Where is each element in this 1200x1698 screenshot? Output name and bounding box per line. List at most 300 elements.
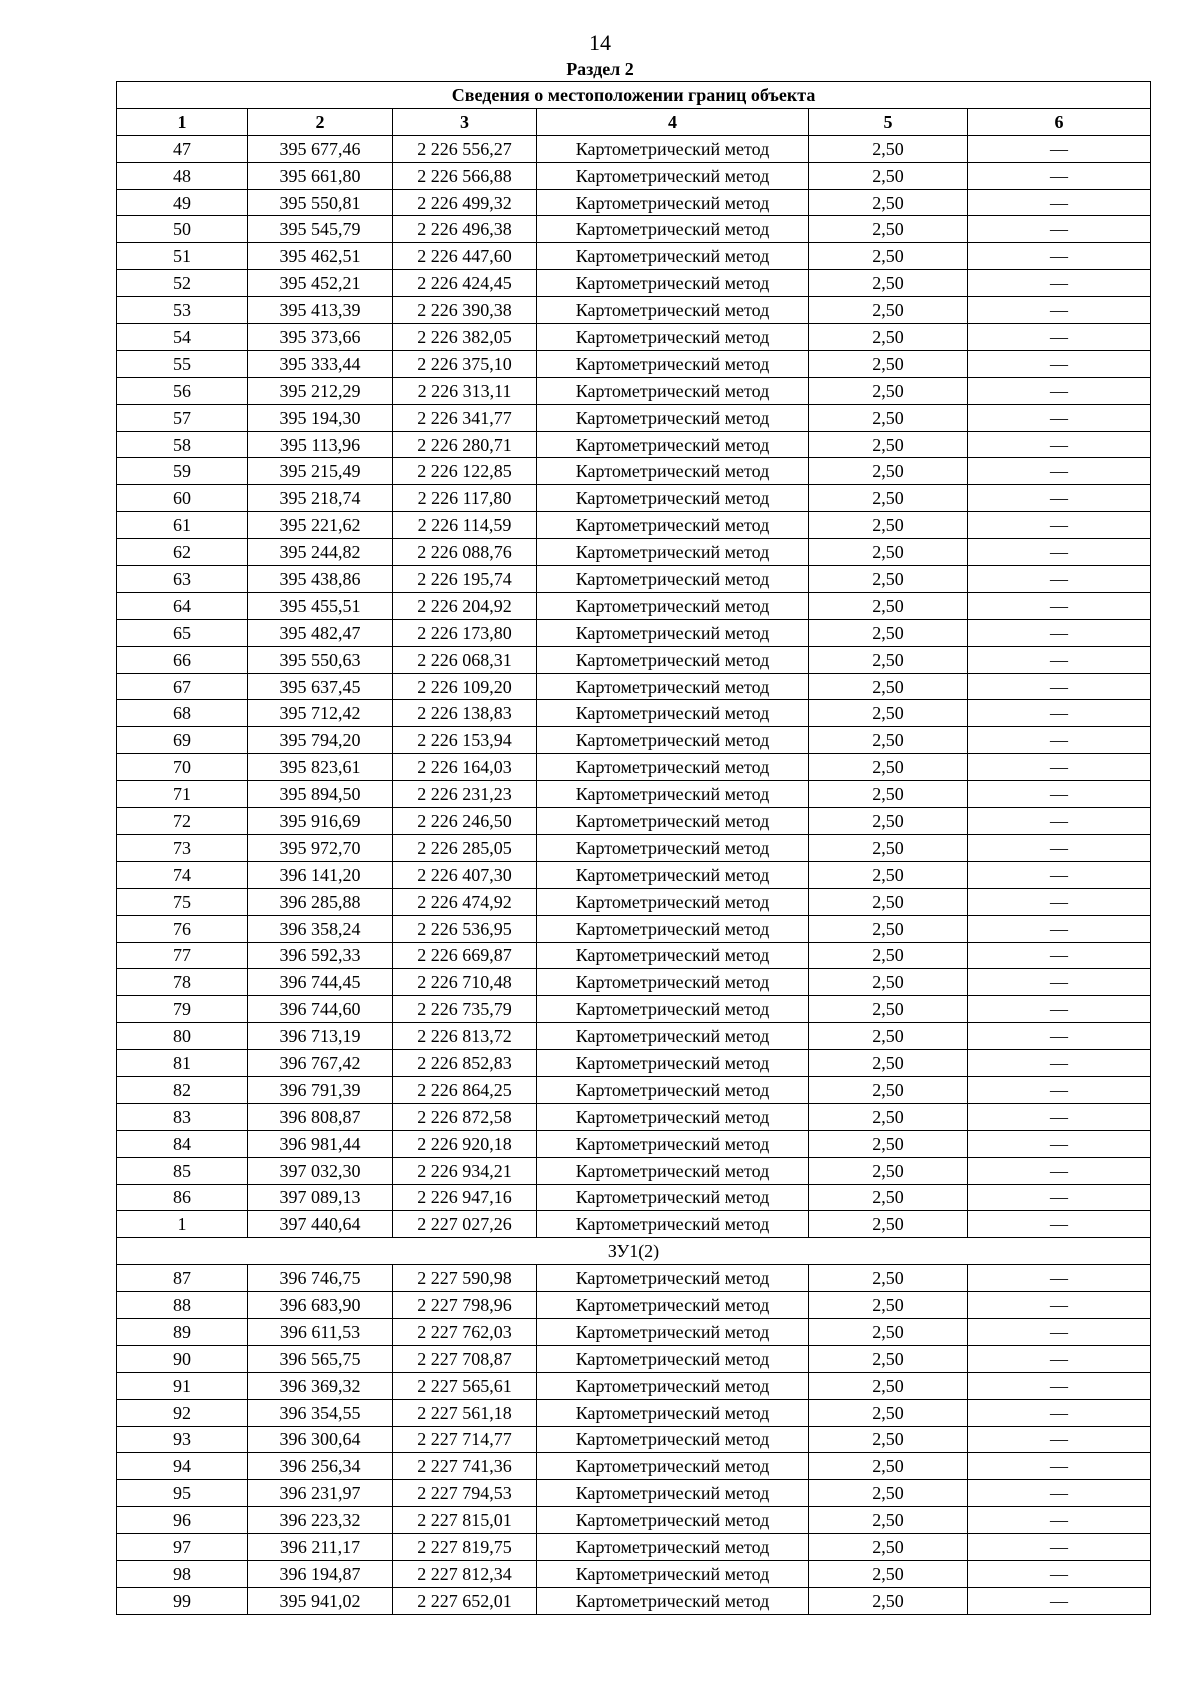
table-row bbox=[117, 1453, 1151, 1480]
table-cell: 2,50 bbox=[809, 700, 968, 727]
table-cell: 397 089,13 bbox=[248, 1184, 393, 1211]
table-cell: 95 bbox=[117, 1480, 248, 1507]
table-cell: 2,50 bbox=[809, 1265, 968, 1292]
table-cell: — bbox=[968, 1103, 1151, 1130]
table-cell: — bbox=[968, 1184, 1151, 1211]
table-cell: 52 bbox=[117, 270, 248, 297]
table-cell: 2 226 138,83 bbox=[393, 700, 537, 727]
table-row bbox=[117, 1345, 1151, 1372]
table-cell: 75 bbox=[117, 888, 248, 915]
table-cell: 2,50 bbox=[809, 1076, 968, 1103]
table-cell: 60 bbox=[117, 485, 248, 512]
table-cell: — bbox=[968, 1453, 1151, 1480]
table-cell: 56 bbox=[117, 377, 248, 404]
table-cell: 2 227 027,26 bbox=[393, 1211, 537, 1238]
table-cell: 2,50 bbox=[809, 324, 968, 351]
table-cell: — bbox=[968, 808, 1151, 835]
table-cell: 65 bbox=[117, 619, 248, 646]
table-cell: Картометрический метод bbox=[537, 1480, 809, 1507]
table-cell: 2 226 447,60 bbox=[393, 243, 537, 270]
table-cell: 83 bbox=[117, 1103, 248, 1130]
table-cell: 85 bbox=[117, 1157, 248, 1184]
table-cell: 86 bbox=[117, 1184, 248, 1211]
table-cell: 2 226 375,10 bbox=[393, 350, 537, 377]
table-cell: 396 808,87 bbox=[248, 1103, 393, 1130]
table-cell: 2 227 815,01 bbox=[393, 1507, 537, 1534]
boundary-coordinates-table bbox=[116, 81, 1151, 1615]
table-cell: 2 226 390,38 bbox=[393, 297, 537, 324]
table-cell: — bbox=[968, 592, 1151, 619]
table-cell: 2,50 bbox=[809, 539, 968, 566]
table-cell: 2,50 bbox=[809, 1426, 968, 1453]
table-cell: Картометрический метод bbox=[537, 1587, 809, 1614]
table-row bbox=[117, 243, 1151, 270]
table-cell: — bbox=[968, 539, 1151, 566]
table-row bbox=[117, 216, 1151, 243]
table-cell: — bbox=[968, 996, 1151, 1023]
table-cell: 2,50 bbox=[809, 996, 968, 1023]
table-cell: 2 226 153,94 bbox=[393, 727, 537, 754]
table-row bbox=[117, 1560, 1151, 1587]
table-cell: 396 565,75 bbox=[248, 1345, 393, 1372]
table-cell: 2,50 bbox=[809, 377, 968, 404]
table-cell: 2,50 bbox=[809, 431, 968, 458]
table-cell: 87 bbox=[117, 1265, 248, 1292]
table-cell: 2,50 bbox=[809, 135, 968, 162]
table-cell: 2 226 536,95 bbox=[393, 915, 537, 942]
table-cell: Картометрический метод bbox=[537, 1211, 809, 1238]
table-row bbox=[117, 1507, 1151, 1534]
table-cell: 69 bbox=[117, 727, 248, 754]
table-cell: 395 894,50 bbox=[248, 781, 393, 808]
table-cell: Картометрический метод bbox=[537, 781, 809, 808]
table-row bbox=[117, 727, 1151, 754]
table-cell: 59 bbox=[117, 458, 248, 485]
table-row bbox=[117, 1211, 1151, 1238]
table-cell: 96 bbox=[117, 1507, 248, 1534]
table-cell: 396 231,97 bbox=[248, 1480, 393, 1507]
column-header: 3 bbox=[393, 108, 537, 135]
table-row bbox=[117, 619, 1151, 646]
table-cell: Картометрический метод bbox=[537, 1345, 809, 1372]
table-row bbox=[117, 189, 1151, 216]
table-cell: 73 bbox=[117, 834, 248, 861]
table-cell: 2 226 813,72 bbox=[393, 1023, 537, 1050]
table-cell: Картометрический метод bbox=[537, 808, 809, 835]
table-cell: 2 226 852,83 bbox=[393, 1050, 537, 1077]
table-head bbox=[117, 82, 1151, 136]
table-cell: 2 226 934,21 bbox=[393, 1157, 537, 1184]
table-cell: Картометрический метод bbox=[537, 1103, 809, 1130]
table-cell: 395 823,61 bbox=[248, 754, 393, 781]
table-cell: — bbox=[968, 673, 1151, 700]
table-cell: 2 226 231,23 bbox=[393, 781, 537, 808]
table-cell: 2,50 bbox=[809, 512, 968, 539]
table-cell: Картометрический метод bbox=[537, 135, 809, 162]
table-cell: 2 226 204,92 bbox=[393, 592, 537, 619]
table-cell: — bbox=[968, 915, 1151, 942]
table-cell: 74 bbox=[117, 861, 248, 888]
table-row bbox=[117, 888, 1151, 915]
table-row bbox=[117, 996, 1151, 1023]
table-cell: Картометрический метод bbox=[537, 700, 809, 727]
table-cell: 2,50 bbox=[809, 162, 968, 189]
table-cell: — bbox=[968, 485, 1151, 512]
table-cell: — bbox=[968, 1426, 1151, 1453]
table-cell: 395 916,69 bbox=[248, 808, 393, 835]
table-cell: — bbox=[968, 1050, 1151, 1077]
table-cell: Картометрический метод bbox=[537, 969, 809, 996]
table-cell: 48 bbox=[117, 162, 248, 189]
table-cell: 2,50 bbox=[809, 1399, 968, 1426]
table-cell: — bbox=[968, 431, 1151, 458]
table-cell: 395 215,49 bbox=[248, 458, 393, 485]
table-cell: 396 300,64 bbox=[248, 1426, 393, 1453]
table-cell: 395 333,44 bbox=[248, 350, 393, 377]
table-cell: Картометрический метод bbox=[537, 996, 809, 1023]
table-cell: Картометрический метод bbox=[537, 270, 809, 297]
table-cell: — bbox=[968, 1480, 1151, 1507]
table-cell: 396 141,20 bbox=[248, 861, 393, 888]
table-cell: 90 bbox=[117, 1345, 248, 1372]
table-cell: 2,50 bbox=[809, 1157, 968, 1184]
table-cell: — bbox=[968, 888, 1151, 915]
table-cell: 395 455,51 bbox=[248, 592, 393, 619]
table-cell: — bbox=[968, 969, 1151, 996]
table-cell: Картометрический метод bbox=[537, 942, 809, 969]
table-cell: 395 113,96 bbox=[248, 431, 393, 458]
table-cell: — bbox=[968, 942, 1151, 969]
table-cell: Картометрический метод bbox=[537, 1023, 809, 1050]
table-cell: 2 226 195,74 bbox=[393, 566, 537, 593]
table-row bbox=[117, 297, 1151, 324]
table-cell: 2,50 bbox=[809, 646, 968, 673]
table-cell: — bbox=[968, 270, 1151, 297]
table-cell: 395 212,29 bbox=[248, 377, 393, 404]
table-cell: 2,50 bbox=[809, 1050, 968, 1077]
table-cell: 396 194,87 bbox=[248, 1560, 393, 1587]
table-cell: 2,50 bbox=[809, 189, 968, 216]
table-cell: — bbox=[968, 297, 1151, 324]
table-cell: — bbox=[968, 1023, 1151, 1050]
table-cell: 76 bbox=[117, 915, 248, 942]
table-cell: 2,50 bbox=[809, 1372, 968, 1399]
table-row bbox=[117, 1426, 1151, 1453]
table-cell: — bbox=[968, 162, 1151, 189]
table-cell: Картометрический метод bbox=[537, 1157, 809, 1184]
table-cell: 395 941,02 bbox=[248, 1587, 393, 1614]
table-cell: 395 452,21 bbox=[248, 270, 393, 297]
table-cell: 71 bbox=[117, 781, 248, 808]
table-cell: — bbox=[968, 377, 1151, 404]
table-cell: 396 683,90 bbox=[248, 1292, 393, 1319]
table-cell: — bbox=[968, 350, 1151, 377]
table-cell: 396 767,42 bbox=[248, 1050, 393, 1077]
table-row bbox=[117, 431, 1151, 458]
table-body bbox=[117, 135, 1151, 1614]
column-header: 4 bbox=[537, 108, 809, 135]
table-row bbox=[117, 458, 1151, 485]
table-row bbox=[117, 350, 1151, 377]
table-row bbox=[117, 1050, 1151, 1077]
table-cell: 58 bbox=[117, 431, 248, 458]
table-cell: 2 227 565,61 bbox=[393, 1372, 537, 1399]
table-cell: 2 226 313,11 bbox=[393, 377, 537, 404]
table-cell: 84 bbox=[117, 1130, 248, 1157]
table-cell: Картометрический метод bbox=[537, 1453, 809, 1480]
section-title: Раздел 2 bbox=[566, 59, 634, 79]
page-number: 14 bbox=[589, 30, 611, 55]
table-cell: — bbox=[968, 324, 1151, 351]
table-cell: Картометрический метод bbox=[537, 1426, 809, 1453]
table-cell: 395 550,63 bbox=[248, 646, 393, 673]
table-row bbox=[117, 1184, 1151, 1211]
table-row bbox=[117, 942, 1151, 969]
table-cell: Картометрический метод bbox=[537, 431, 809, 458]
table-row bbox=[117, 539, 1151, 566]
table-cell: 395 194,30 bbox=[248, 404, 393, 431]
table-cell: 55 bbox=[117, 350, 248, 377]
table-cell: 77 bbox=[117, 942, 248, 969]
table-cell: 2,50 bbox=[809, 861, 968, 888]
table-cell: 79 bbox=[117, 996, 248, 1023]
table-cell: 2 227 714,77 bbox=[393, 1426, 537, 1453]
column-header: 6 bbox=[968, 108, 1151, 135]
table-cell: 2 227 741,36 bbox=[393, 1453, 537, 1480]
table-cell: 2 226 566,88 bbox=[393, 162, 537, 189]
table-cell: — bbox=[968, 458, 1151, 485]
table-cell: 2 226 122,85 bbox=[393, 458, 537, 485]
table-cell: 64 bbox=[117, 592, 248, 619]
table-cell: Картометрический метод bbox=[537, 592, 809, 619]
table-cell: — bbox=[968, 189, 1151, 216]
table-cell: — bbox=[968, 1130, 1151, 1157]
table-cell: 2,50 bbox=[809, 888, 968, 915]
table-cell: 2 226 474,92 bbox=[393, 888, 537, 915]
table-cell: Картометрический метод bbox=[537, 861, 809, 888]
table-cell: 72 bbox=[117, 808, 248, 835]
table-cell: 70 bbox=[117, 754, 248, 781]
table-cell: 2,50 bbox=[809, 969, 968, 996]
table-cell: 2 227 708,87 bbox=[393, 1345, 537, 1372]
table-cell: 2 227 819,75 bbox=[393, 1534, 537, 1561]
table-row bbox=[117, 592, 1151, 619]
table-cell: Картометрический метод bbox=[537, 539, 809, 566]
table-title-row bbox=[117, 82, 1151, 109]
table-cell: 62 bbox=[117, 539, 248, 566]
table-cell: 2,50 bbox=[809, 1560, 968, 1587]
table-cell: 2,50 bbox=[809, 834, 968, 861]
table-cell: — bbox=[968, 781, 1151, 808]
table-cell: Картометрический метод bbox=[537, 377, 809, 404]
table-cell: 2,50 bbox=[809, 1292, 968, 1319]
table-cell: Картометрический метод bbox=[537, 1560, 809, 1587]
table-cell: 2 226 246,50 bbox=[393, 808, 537, 835]
table-cell: 50 bbox=[117, 216, 248, 243]
table-cell: 61 bbox=[117, 512, 248, 539]
table-cell: 2,50 bbox=[809, 1318, 968, 1345]
table-cell: Картометрический метод bbox=[537, 512, 809, 539]
table-cell: — bbox=[968, 1076, 1151, 1103]
table-cell: 92 bbox=[117, 1399, 248, 1426]
table-cell: 2,50 bbox=[809, 485, 968, 512]
table-cell: 54 bbox=[117, 324, 248, 351]
table-row bbox=[117, 834, 1151, 861]
table-row bbox=[117, 1318, 1151, 1345]
table-cell: 1 bbox=[117, 1211, 248, 1238]
table-cell: 2,50 bbox=[809, 566, 968, 593]
table-cell: 2,50 bbox=[809, 458, 968, 485]
table-cell: Картометрический метод bbox=[537, 1050, 809, 1077]
table-cell: 2 226 382,05 bbox=[393, 324, 537, 351]
table-cell: 2,50 bbox=[809, 1587, 968, 1614]
table-cell: 395 221,62 bbox=[248, 512, 393, 539]
table-cell: 396 358,24 bbox=[248, 915, 393, 942]
table-cell: 396 256,34 bbox=[248, 1453, 393, 1480]
table-row bbox=[117, 1292, 1151, 1319]
table-cell: 2,50 bbox=[809, 781, 968, 808]
column-header: 5 bbox=[809, 108, 968, 135]
table-cell: 2 226 496,38 bbox=[393, 216, 537, 243]
table-cell: 2,50 bbox=[809, 243, 968, 270]
table-cell: 2 226 872,58 bbox=[393, 1103, 537, 1130]
column-header-row bbox=[117, 108, 1151, 135]
table-cell: 2 227 812,34 bbox=[393, 1560, 537, 1587]
table-cell: 396 369,32 bbox=[248, 1372, 393, 1399]
table-row bbox=[117, 646, 1151, 673]
table-cell: 395 482,47 bbox=[248, 619, 393, 646]
table-cell: Картометрический метод bbox=[537, 458, 809, 485]
table-cell: 2 226 556,27 bbox=[393, 135, 537, 162]
table-cell: Картометрический метод bbox=[537, 1318, 809, 1345]
table-cell: Картометрический метод bbox=[537, 1507, 809, 1534]
table-cell: 2,50 bbox=[809, 1184, 968, 1211]
table-row bbox=[117, 135, 1151, 162]
table-cell: 395 972,70 bbox=[248, 834, 393, 861]
table-cell: 91 bbox=[117, 1372, 248, 1399]
table-cell: 395 550,81 bbox=[248, 189, 393, 216]
table-cell: 396 981,44 bbox=[248, 1130, 393, 1157]
table-cell: 2 226 341,77 bbox=[393, 404, 537, 431]
table-cell: 2,50 bbox=[809, 216, 968, 243]
table-cell: 57 bbox=[117, 404, 248, 431]
table-cell: 2 226 114,59 bbox=[393, 512, 537, 539]
table-cell: 395 413,39 bbox=[248, 297, 393, 324]
table-cell: 396 592,33 bbox=[248, 942, 393, 969]
table-cell: Картометрический метод bbox=[537, 1372, 809, 1399]
table-cell: 396 744,45 bbox=[248, 969, 393, 996]
table-cell: 97 bbox=[117, 1534, 248, 1561]
table-cell: Картометрический метод bbox=[537, 1265, 809, 1292]
table-cell: 396 285,88 bbox=[248, 888, 393, 915]
table-cell: 395 462,51 bbox=[248, 243, 393, 270]
table-cell: 2 226 499,32 bbox=[393, 189, 537, 216]
table-cell: 82 bbox=[117, 1076, 248, 1103]
table-cell: Картометрический метод bbox=[537, 404, 809, 431]
table-cell: — bbox=[968, 512, 1151, 539]
table-cell: 395 712,42 bbox=[248, 700, 393, 727]
table-cell: 395 438,86 bbox=[248, 566, 393, 593]
table-row bbox=[117, 377, 1151, 404]
table-cell: 67 bbox=[117, 673, 248, 700]
table-cell: 395 244,82 bbox=[248, 539, 393, 566]
table-cell: — bbox=[968, 1265, 1151, 1292]
table-cell: — bbox=[968, 700, 1151, 727]
table-row bbox=[117, 673, 1151, 700]
table-row bbox=[117, 1587, 1151, 1614]
table-cell: Картометрический метод bbox=[537, 1534, 809, 1561]
table-cell: 2 226 947,16 bbox=[393, 1184, 537, 1211]
table-row bbox=[117, 861, 1151, 888]
table-cell: — bbox=[968, 1345, 1151, 1372]
table-row bbox=[117, 1265, 1151, 1292]
table-cell: 397 032,30 bbox=[248, 1157, 393, 1184]
table-cell: 63 bbox=[117, 566, 248, 593]
table-cell: 2 226 864,25 bbox=[393, 1076, 537, 1103]
table-cell: — bbox=[968, 1534, 1151, 1561]
table-cell: 2 226 920,18 bbox=[393, 1130, 537, 1157]
table-cell: 2,50 bbox=[809, 1023, 968, 1050]
table-cell: Картометрический метод bbox=[537, 162, 809, 189]
table-cell: 2 226 710,48 bbox=[393, 969, 537, 996]
table-cell: — bbox=[968, 619, 1151, 646]
table-cell: 93 bbox=[117, 1426, 248, 1453]
table-cell: 94 bbox=[117, 1453, 248, 1480]
table-cell: 2 226 109,20 bbox=[393, 673, 537, 700]
table-cell: 51 bbox=[117, 243, 248, 270]
table-cell: 2 226 424,45 bbox=[393, 270, 537, 297]
table-cell: — bbox=[968, 1211, 1151, 1238]
table-row bbox=[117, 270, 1151, 297]
table-row bbox=[117, 404, 1151, 431]
table-cell: 396 211,17 bbox=[248, 1534, 393, 1561]
table-cell: 395 545,79 bbox=[248, 216, 393, 243]
table-cell: 89 bbox=[117, 1318, 248, 1345]
table-row bbox=[117, 1372, 1151, 1399]
table-cell: 2 227 590,98 bbox=[393, 1265, 537, 1292]
table-cell: Картометрический метод bbox=[537, 1076, 809, 1103]
table-cell: 2,50 bbox=[809, 754, 968, 781]
table-cell: 2 226 735,79 bbox=[393, 996, 537, 1023]
table-cell: — bbox=[968, 1292, 1151, 1319]
table-cell: Картометрический метод bbox=[537, 915, 809, 942]
table-cell: 2,50 bbox=[809, 619, 968, 646]
table-row bbox=[117, 1076, 1151, 1103]
table-cell: 80 bbox=[117, 1023, 248, 1050]
table-title: Сведения о местоположении границ объекта bbox=[117, 82, 1151, 109]
table-cell: 396 791,39 bbox=[248, 1076, 393, 1103]
table-cell: 98 bbox=[117, 1560, 248, 1587]
table-cell: 78 bbox=[117, 969, 248, 996]
table-cell: Картометрический метод bbox=[537, 297, 809, 324]
table-row bbox=[117, 808, 1151, 835]
table-row bbox=[117, 1399, 1151, 1426]
table-cell: 2 226 173,80 bbox=[393, 619, 537, 646]
table-cell: 395 373,66 bbox=[248, 324, 393, 351]
table-cell: Картометрический метод bbox=[537, 216, 809, 243]
table-cell: Картометрический метод bbox=[537, 189, 809, 216]
table-row bbox=[117, 324, 1151, 351]
table-cell: 2,50 bbox=[809, 1103, 968, 1130]
table-cell: — bbox=[968, 404, 1151, 431]
table-cell: 47 bbox=[117, 135, 248, 162]
table-cell: Картометрический метод bbox=[537, 566, 809, 593]
table-row bbox=[117, 915, 1151, 942]
table-cell: Картометрический метод bbox=[537, 1184, 809, 1211]
table-row bbox=[117, 969, 1151, 996]
table-cell: 395 677,46 bbox=[248, 135, 393, 162]
table-cell: 395 218,74 bbox=[248, 485, 393, 512]
